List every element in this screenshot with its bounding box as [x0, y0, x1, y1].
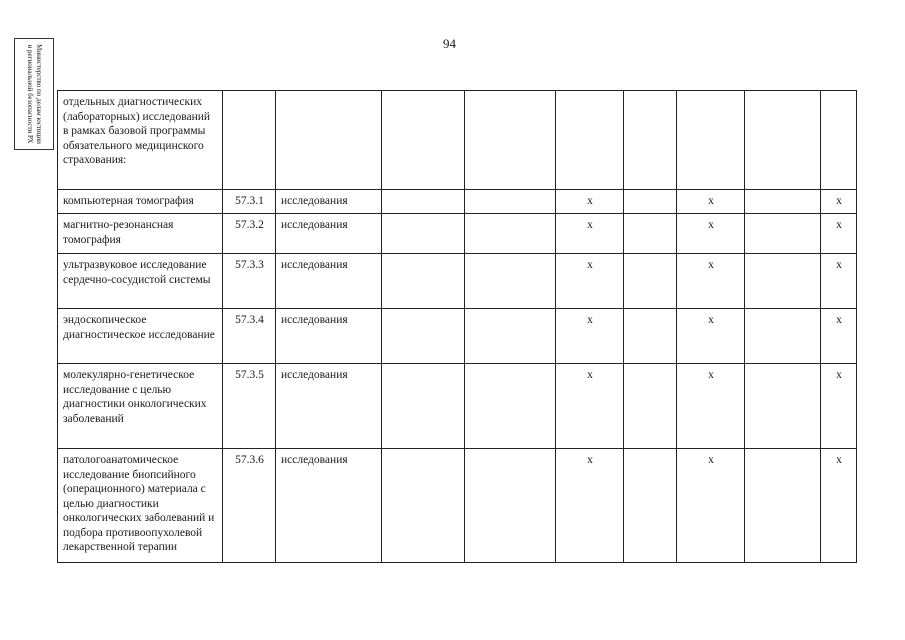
table-row: [58, 309, 857, 364]
service-code: 57.3.1: [223, 190, 276, 214]
table-row: [58, 364, 857, 449]
mark-cell: [745, 254, 821, 309]
mark-cell: x: [556, 190, 624, 214]
mark-cell: x: [677, 254, 745, 309]
mark-cell: [624, 364, 677, 449]
service-unit: исследования: [276, 309, 382, 364]
mark-cell: x: [556, 364, 624, 449]
mark-cell: [382, 309, 465, 364]
mark-cell: [624, 254, 677, 309]
service-unit: исследования: [276, 449, 382, 563]
mark-cell: [745, 214, 821, 254]
service-name: ультразвуковое исследование сердечно-сосудистой системы: [58, 254, 223, 309]
empty-cell: [465, 91, 556, 190]
service-unit: исследования: [276, 190, 382, 214]
empty-cell: [556, 91, 624, 190]
mark-cell: [624, 214, 677, 254]
service-unit: исследования: [276, 364, 382, 449]
mark-cell: [465, 254, 556, 309]
table-row: [58, 91, 857, 190]
services-table: [57, 90, 857, 563]
mark-cell: x: [556, 309, 624, 364]
mark-cell: x: [677, 309, 745, 364]
mark-cell: [382, 449, 465, 563]
mark-cell: x: [677, 190, 745, 214]
empty-cell: [223, 91, 276, 190]
mark-cell: x: [556, 449, 624, 563]
mark-cell: [465, 214, 556, 254]
mark-cell: x: [821, 214, 857, 254]
service-name: эндоскопическое диагностическое исследование: [58, 309, 223, 364]
service-name: патологоанатомическое исследование биопсийного (операционного) материала с целью диагностики онкологических заболеваний и подбора противоопухолевой лекарственной терапии: [58, 449, 223, 563]
service-unit: исследования: [276, 254, 382, 309]
empty-cell: [382, 91, 465, 190]
mark-cell: x: [821, 190, 857, 214]
table-row: [58, 254, 857, 309]
service-unit: исследования: [276, 214, 382, 254]
mark-cell: [382, 254, 465, 309]
mark-cell: x: [821, 449, 857, 563]
mark-cell: x: [677, 364, 745, 449]
mark-cell: [382, 190, 465, 214]
empty-cell: [821, 91, 857, 190]
registration-stamp: [14, 38, 54, 150]
service-code: 57.3.3: [223, 254, 276, 309]
mark-cell: x: [821, 364, 857, 449]
mark-cell: x: [821, 254, 857, 309]
mark-cell: [465, 364, 556, 449]
mark-cell: [624, 449, 677, 563]
mark-cell: x: [556, 254, 624, 309]
mark-cell: [745, 364, 821, 449]
mark-cell: x: [677, 449, 745, 563]
mark-cell: [624, 309, 677, 364]
mark-cell: [465, 190, 556, 214]
mark-cell: [382, 364, 465, 449]
stamp-text: Министерство по делам юстиции и региональной безопасности РХ: [26, 44, 43, 144]
table-row: [58, 190, 857, 214]
intro-cell: отдельных диагностических (лабораторных) исследований в рамках базовой программы обязательного медицинского страхования:: [58, 91, 223, 190]
mark-cell: [745, 449, 821, 563]
service-code: 57.3.6: [223, 449, 276, 563]
mark-cell: [745, 309, 821, 364]
service-name: молекулярно-генетическое исследование с целью диагностики онкологических заболеваний: [58, 364, 223, 449]
empty-cell: [745, 91, 821, 190]
mark-cell: x: [556, 214, 624, 254]
mark-cell: [465, 449, 556, 563]
mark-cell: [624, 190, 677, 214]
page-number: 94: [443, 36, 456, 51]
empty-cell: [677, 91, 745, 190]
service-name: компьютерная томография: [58, 190, 223, 214]
mark-cell: x: [677, 214, 745, 254]
mark-cell: [745, 190, 821, 214]
mark-cell: x: [821, 309, 857, 364]
table-row: [58, 214, 857, 254]
empty-cell: [624, 91, 677, 190]
service-name: магнитно-резонансная томография: [58, 214, 223, 254]
table-row: [58, 449, 857, 563]
mark-cell: [465, 309, 556, 364]
service-code: 57.3.4: [223, 309, 276, 364]
empty-cell: [276, 91, 382, 190]
service-code: 57.3.5: [223, 364, 276, 449]
mark-cell: [382, 214, 465, 254]
service-code: 57.3.2: [223, 214, 276, 254]
